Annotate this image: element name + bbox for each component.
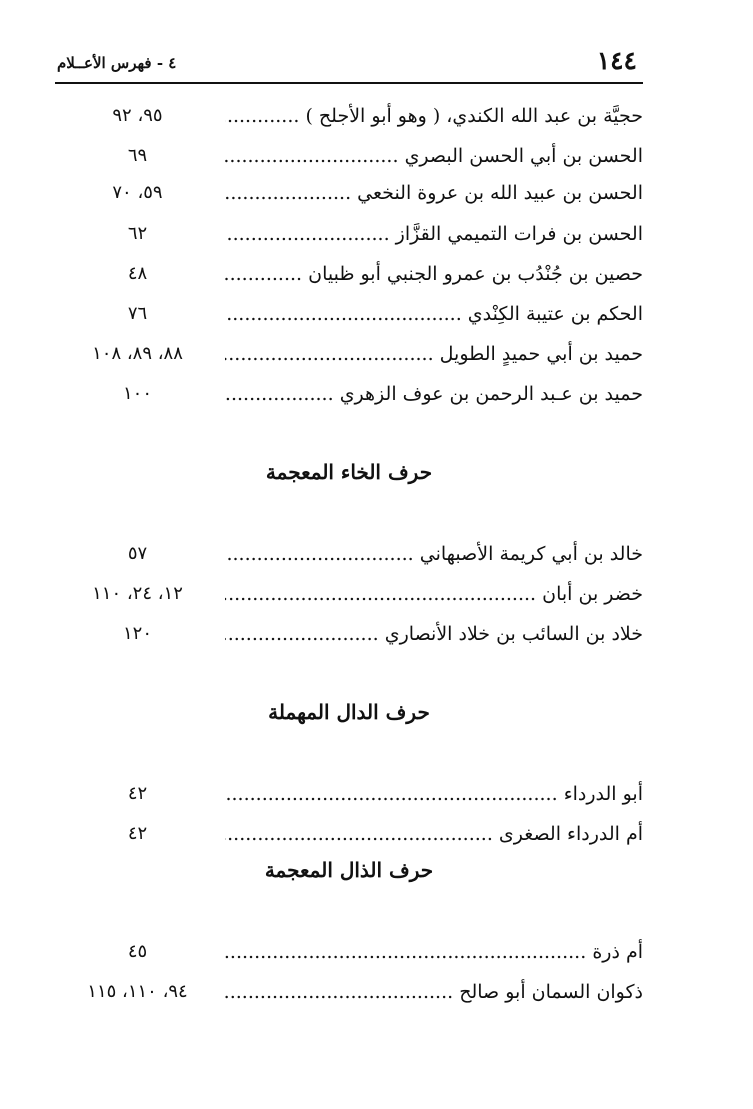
index-entry bbox=[55, 616, 643, 652]
entry-pages: ٥٧ bbox=[127, 543, 148, 564]
entry-name: خلاد بن السائب بن خلاد الأنصاري ..... bbox=[225, 616, 643, 652]
index-entry bbox=[55, 816, 643, 852]
index-entry bbox=[55, 536, 643, 572]
section-heading-dal: حرف الدال المهملة bbox=[268, 700, 430, 724]
entry-pages: ٥٩، ٧٠ bbox=[112, 182, 163, 203]
entry-pages: ١٢٠ bbox=[122, 623, 152, 644]
entry-pages: ١٠٠ bbox=[122, 383, 152, 404]
entry-pages: ٤٢ bbox=[127, 783, 148, 804]
entry-name: حميد بن أبي حميدٍ الطويل ..... bbox=[225, 336, 643, 372]
index-entry bbox=[55, 256, 643, 292]
entry-pages: ٤٥ bbox=[127, 941, 148, 962]
entry-name: أم الدرداء الصغرى ..... bbox=[225, 816, 643, 852]
running-title: ٤ - فهرس الأعــلام bbox=[57, 54, 177, 72]
entry-pages: ٦٢ bbox=[127, 223, 148, 244]
entry-name: خالد بن أبي كريمة الأصبهاني ..... bbox=[225, 536, 643, 572]
index-entry bbox=[55, 138, 643, 174]
index-entry bbox=[55, 776, 643, 812]
index-entry bbox=[55, 216, 643, 252]
index-entry bbox=[55, 376, 643, 412]
section-heading-kha: حرف الخاء المعجمة bbox=[265, 460, 433, 484]
entry-pages: ٤٢ bbox=[127, 823, 148, 844]
entry-name: الحسن بن عبيد الله بن عروة النخعي ..... bbox=[225, 175, 643, 211]
index-entry bbox=[55, 336, 643, 372]
index-entry bbox=[55, 974, 643, 1010]
index-entry bbox=[55, 934, 643, 970]
entry-name: الحكم بن عتيبة الكِنْدي ..... bbox=[225, 296, 643, 332]
entry-name: خضر بن أبان ..... bbox=[225, 576, 643, 612]
entry-pages: ٩٥، ٩٢ bbox=[112, 105, 163, 126]
entry-name: الحسن بن أبي الحسن البصري ..... bbox=[225, 138, 643, 174]
entry-name: أم ذرة ..... bbox=[225, 934, 643, 970]
entry-name: حصين بن جُنْدُب بن عمرو الجنبي أبو ظبيان ..... bbox=[225, 256, 643, 292]
index-entry bbox=[55, 175, 643, 211]
entry-name: حجيَّة بن عبد الله الكندي، ( وهو أبو الأجلح ) ..... bbox=[225, 98, 643, 134]
entry-pages: ٤٨ bbox=[127, 263, 148, 284]
entry-pages: ٩٤، ١١٠، ١١٥ bbox=[87, 981, 188, 1002]
page-number: ١٤٤ bbox=[596, 46, 637, 75]
entry-pages: ٨٨، ٨٩، ١٠٨ bbox=[92, 343, 183, 364]
entry-pages: ٦٩ bbox=[127, 145, 148, 166]
index-entry bbox=[55, 98, 643, 134]
entry-name: حميد بن عـبد الرحمن بن عوف الزهري ..... bbox=[225, 376, 643, 412]
entry-name: أبو الدرداء ..... bbox=[225, 776, 643, 812]
index-entry bbox=[55, 296, 643, 332]
entry-pages: ٧٦ bbox=[127, 303, 148, 324]
index-entry bbox=[55, 576, 643, 612]
entry-name: الحسن بن فرات التميمي القزَّاز ..... bbox=[225, 216, 643, 252]
page-header bbox=[55, 40, 643, 84]
entry-name: ذكوان السمان أبو صالح ..... bbox=[225, 974, 643, 1010]
section-heading-dhal: حرف الذال المعجمة bbox=[264, 858, 434, 882]
entry-pages: ١٢، ٢٤، ١١٠ bbox=[92, 583, 183, 604]
